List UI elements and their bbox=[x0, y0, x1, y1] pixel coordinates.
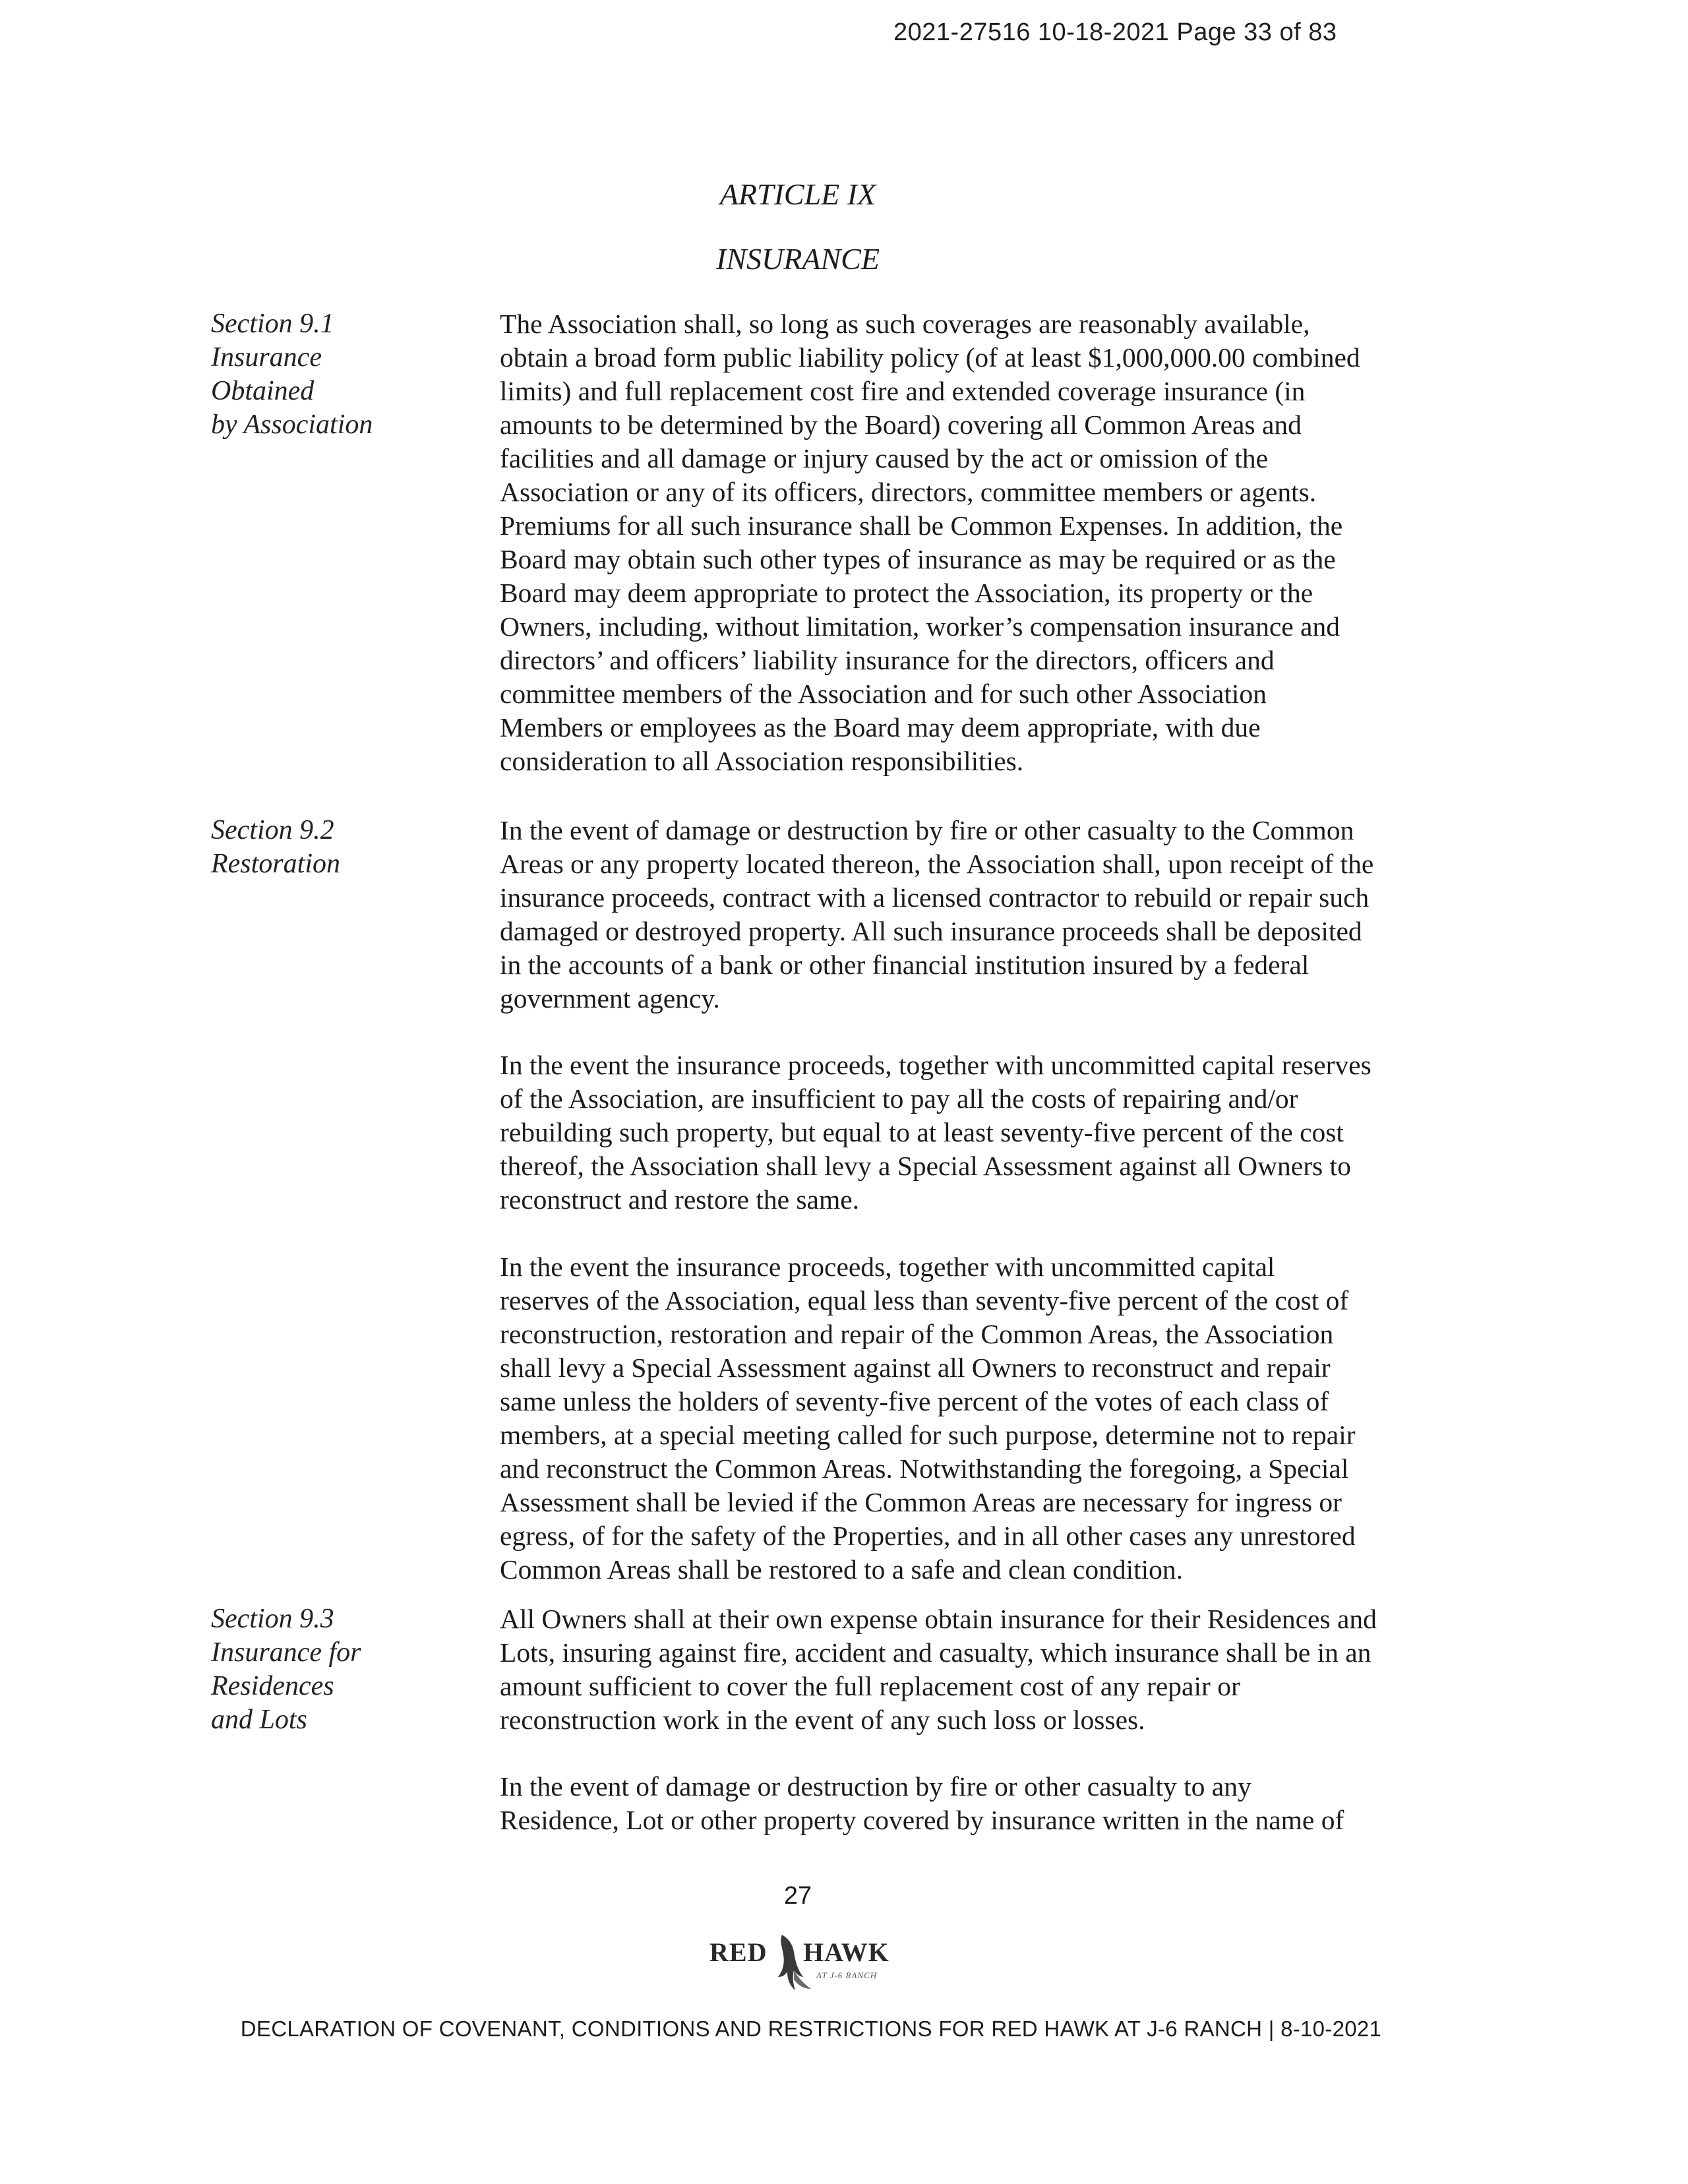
article-number: ARTICLE IX bbox=[719, 177, 876, 211]
paragraph-line: The Association shall, so long as such coverages are reasonably available, bbox=[500, 309, 1310, 339]
section-label-line: Restoration bbox=[211, 849, 340, 879]
paragraph-line: Members or employees as the Board may deem appropriate, with due bbox=[500, 712, 1261, 743]
paragraph-line: Common Areas shall be restored to a safe and clean condition. bbox=[500, 1554, 1184, 1585]
section-9-3-paragraph-2 bbox=[500, 1770, 1462, 1837]
section-label-line: Insurance for bbox=[211, 1637, 361, 1668]
section-label-line: Residences bbox=[211, 1671, 334, 1701]
paragraph-line: reserves of the Association, equal less than seventy-five percent of the cost of bbox=[500, 1285, 1349, 1316]
paragraph-line: amount sufficient to cover the full replacement cost of any repair or bbox=[500, 1671, 1240, 1701]
paragraph-line: reconstruction, restoration and repair of the Common Areas, the Association bbox=[500, 1319, 1334, 1349]
paragraph-line: egress, of for the safety of the Properties, and in all other cases any unrestored bbox=[500, 1521, 1356, 1551]
paragraph-line: obtain a broad form public liability policy (of at least $1,000,000.00 combined bbox=[500, 342, 1360, 373]
paragraph-line: insurance proceeds, contract with a licensed contractor to rebuild or repair such bbox=[500, 882, 1370, 913]
paragraph-line: limits) and full replacement cost fire and extended coverage insurance (in bbox=[500, 376, 1306, 406]
paragraph-line: thereof, the Association shall levy a Special Assessment against all Owners to bbox=[500, 1151, 1351, 1181]
paragraph-line: reconstruct and restore the same. bbox=[500, 1184, 860, 1215]
section-9-2-label bbox=[211, 814, 462, 881]
paragraph-line: Board may deem appropriate to protect the Association, its property or the bbox=[500, 578, 1313, 608]
logo-text-hawk: HAWK bbox=[803, 1937, 889, 1967]
paragraph-line: Board may obtain such other types of insurance as may be required or as the bbox=[500, 544, 1336, 574]
section-label-line: Section 9.3 bbox=[211, 1604, 334, 1634]
red-hawk-logo bbox=[704, 1929, 902, 1995]
paragraph-line: rebuilding such property, but equal to at least seventy-five percent of the cost bbox=[500, 1117, 1344, 1147]
section-label-line: Section 9.1 bbox=[211, 309, 334, 339]
section-label-line: by Association bbox=[211, 410, 373, 440]
paragraph-line: directors’ and officers’ liability insurance for the directors, officers and bbox=[500, 645, 1275, 675]
paragraph-line: same unless the holders of seventy-five percent of the votes of each class of bbox=[500, 1386, 1329, 1416]
paragraph-line: In the event the insurance proceeds, together with uncommitted capital bbox=[500, 1252, 1275, 1282]
paragraph-line: Premiums for all such insurance shall be Common Expenses. In addition, the bbox=[500, 510, 1343, 541]
paragraph-line: of the Association, are insufficient to pay all the costs of repairing and/or bbox=[500, 1083, 1298, 1114]
section-label-line: Section 9.2 bbox=[211, 815, 334, 845]
section-label-line: Obtained bbox=[211, 376, 315, 406]
paragraph-line: committee members of the Association and for such other Association bbox=[500, 679, 1267, 709]
section-label-line: Insurance bbox=[211, 342, 322, 373]
document-footer: DECLARATION OF COVENANT, CONDITIONS AND RESTRICTIONS FOR RED HAWK AT J-6 RANCH | 8-10-2021 bbox=[240, 2017, 1382, 2041]
paragraph-line: Areas or any property located thereon, the Association shall, upon receipt of the bbox=[500, 849, 1374, 879]
paragraph-line: In the event the insurance proceeds, together with uncommitted capital reserves bbox=[500, 1050, 1372, 1080]
paragraph-line: and reconstruct the Common Areas. Notwithstanding the foregoing, a Special bbox=[500, 1453, 1349, 1484]
section-9-3-label bbox=[211, 1602, 462, 1737]
paragraph-line: in the accounts of a bank or other financial institution insured by a federal bbox=[500, 950, 1310, 980]
paragraph-line: facilities and all damage or injury caused by the act or omission of the bbox=[500, 443, 1269, 473]
paragraph-line: amounts to be determined by the Board) covering all Common Areas and bbox=[500, 410, 1302, 440]
paragraph-line: members, at a special meeting called for such purpose, determine not to repair bbox=[500, 1420, 1356, 1450]
section-9-2-paragraph-3 bbox=[500, 1250, 1462, 1587]
paragraph-line: All Owners shall at their own expense obtain insurance for their Residences and bbox=[500, 1604, 1377, 1634]
paragraph-line: government agency. bbox=[500, 983, 720, 1014]
section-9-1-paragraph bbox=[500, 307, 1462, 778]
page-number: 27 bbox=[783, 1882, 812, 1910]
paragraph-line: Assessment shall be levied if the Common Areas are necessary for ingress or bbox=[500, 1487, 1342, 1517]
logo-text-red: RED bbox=[709, 1937, 768, 1967]
paragraph-line: damaged or destroyed property. All such insurance proceeds shall be deposited bbox=[500, 916, 1362, 946]
section-9-3-paragraph-1 bbox=[500, 1602, 1462, 1737]
article-title: INSURANCE bbox=[716, 242, 880, 276]
paragraph-line: shall levy a Special Assessment against all Owners to reconstruct and repair bbox=[500, 1352, 1331, 1383]
section-label-line: and Lots bbox=[211, 1705, 307, 1735]
recording-stamp: 2021-27516 10-18-2021 Page 33 of 83 bbox=[893, 18, 1337, 46]
paragraph-line: consideration to all Association responsibilities. bbox=[500, 746, 1024, 776]
paragraph-line: In the event of damage or destruction by fire or other casualty to the Common bbox=[500, 815, 1354, 845]
section-9-2-paragraph-2 bbox=[500, 1048, 1462, 1217]
paragraph-line: In the event of damage or destruction by fire or other casualty to any bbox=[500, 1771, 1251, 1802]
paragraph-line: reconstruction work in the event of any such loss or losses. bbox=[500, 1705, 1145, 1735]
section-9-2-paragraph-1 bbox=[500, 814, 1462, 1016]
paragraph-line: Association or any of its officers, directors, committee members or agents. bbox=[500, 477, 1317, 507]
logo-subtitle: AT J-6 RANCH bbox=[816, 1970, 878, 1980]
paragraph-line: Owners, including, without limitation, worker’s compensation insurance and bbox=[500, 611, 1340, 642]
paragraph-line: Lots, insuring against fire, accident and casualty, which insurance shall be in an bbox=[500, 1637, 1372, 1668]
section-9-1-label bbox=[211, 307, 462, 442]
paragraph-line: Residence, Lot or other property covered by insurance written in the name of bbox=[500, 1805, 1344, 1835]
